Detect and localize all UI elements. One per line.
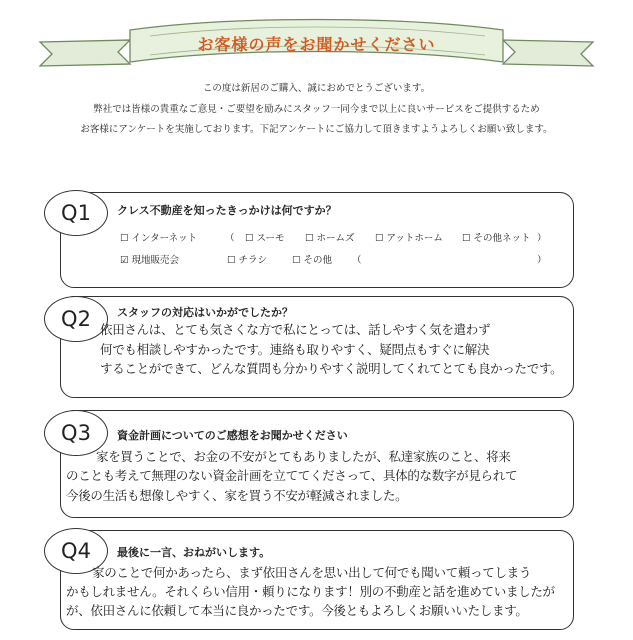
answer-3-line-3: 今後の生活も想像しやすく、家を買う不安が軽減されました。 — [66, 488, 408, 503]
option-internet[interactable]: ☐ インターネット — [120, 233, 198, 244]
option-flyer[interactable]: ☐ チラシ — [227, 255, 268, 266]
option-athome[interactable]: ☐ アットホーム — [375, 233, 443, 244]
page-title: お客様の声をお聞かせください — [197, 35, 436, 54]
paren-close: ） — [537, 255, 547, 266]
question-2-title: スタッフの対応はいかがでしたか？ — [117, 306, 293, 319]
intro-line-3: お客様にアンケートを実施しております。下記アンケートにご協力して頂きますようよろしくお願い致します。 — [80, 124, 553, 135]
option-suumo[interactable]: ☐ スーモ — [245, 233, 285, 244]
option-other-net[interactable]: ☐ その他ネット — [462, 233, 531, 244]
answer-4-line-2: かもしれません。それくらい信用・頼りになります！別の不動産と話を進めていましたが — [66, 584, 555, 599]
answer-4-line-1: 家のことで何かあったら、まず依田さんを思い出して何でも聞いて頼ってしまう — [92, 565, 532, 580]
intro-line-2: 弊社では皆様の貴重なご意見・ご要望を励みにスタッフ一同今まで以上に良いサービスをご提供するため — [93, 104, 540, 115]
question-1-title: クレス不動産を知ったきっかけは何ですか？ — [117, 204, 337, 217]
question-4-badge: Q4 — [44, 528, 108, 574]
question-3-badge: Q3 — [44, 410, 108, 456]
question-4-title: 最後に一言、おねがいします。 — [117, 546, 271, 559]
answer-3-line-2: のことも考えて無理のない資金計画を立ててくださって、具体的な数字が見られて — [66, 468, 518, 483]
question-1-badge: Q1 — [44, 190, 108, 236]
question-3-title: 資金計画についてのご感想をお聞かせください — [117, 429, 348, 442]
intro-line-1: この度は新居のご購入、誠におめでとうございます。 — [202, 83, 431, 94]
answer-4-line-3: が、依田さんに依頼して本当に良かったです。今後ともよろしくお願いいたします。 — [66, 603, 528, 618]
paren-open: （ — [352, 255, 362, 266]
answer-2-line-3: することができて、どんな質問も分かりやすく説明してくれてとても良かったです。 — [100, 361, 563, 376]
paren-close: ） — [537, 233, 547, 244]
answer-2-line-2: 何でも相談しやすかったです。連絡も取りやすく、疑問点もすぐに解決 — [100, 342, 490, 357]
question-2-badge: Q2 — [44, 296, 108, 342]
answer-3-line-1: 家を買うことで、お金の不安がとてもありましたが、私達家族のこと、将来 — [96, 449, 511, 464]
paren-open: （ — [225, 233, 235, 244]
option-homes[interactable]: ☐ ホームズ — [305, 233, 355, 244]
option-onsite-sale[interactable]: ☑ 現地販売会 — [120, 255, 180, 266]
answer-2-line-1: 依田さんは、とても気さくな方で私にとっては、話しやすく気を遣わず — [100, 322, 491, 337]
option-other[interactable]: ☐ その他 — [292, 255, 333, 266]
